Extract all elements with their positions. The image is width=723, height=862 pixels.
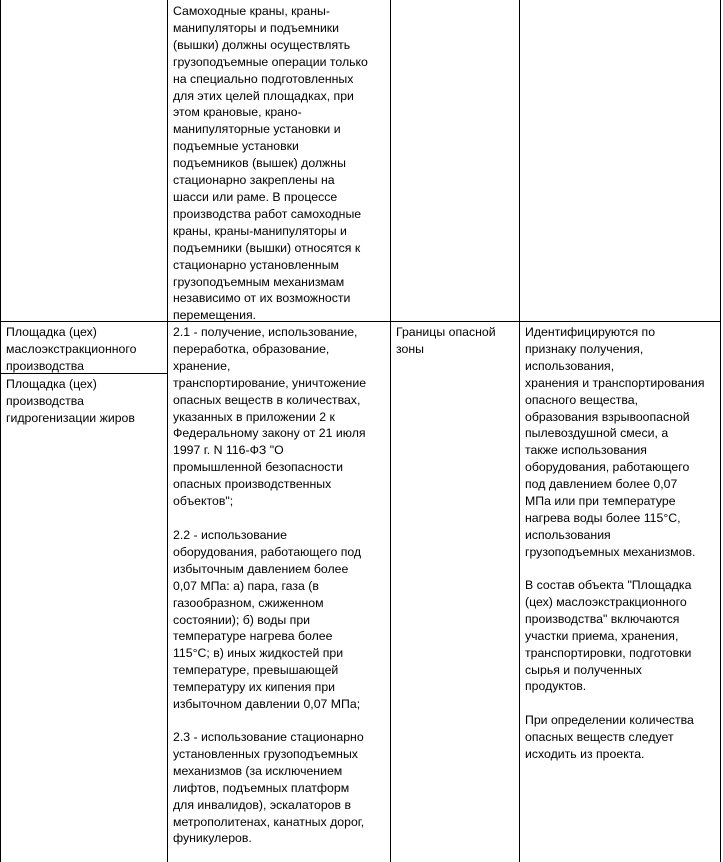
cell-criterion-2-1: 2.1 - получение, использование, переработка, образование, хранение, транспортирование, уничтожение опасных веществ в количествах, указанных в приложении 2 к Федеральному закону от 21 июля 1997 г. N 116-ФЗ "О промышленной безопасности опасных производственных объектов"; bbox=[173, 325, 367, 509]
column-border bbox=[0, 0, 1, 862]
column-border bbox=[519, 0, 520, 862]
cell-object-name-hydrogenation: Площадка (цех) производства гидрогенизации жиров bbox=[6, 377, 135, 425]
cell-object-name-oil-extraction: Площадка (цех) маслоэкстракционного производства bbox=[6, 325, 137, 373]
column-border bbox=[167, 0, 168, 862]
cell-boundaries: Границы опасной зоны bbox=[396, 325, 496, 356]
cell-note-identification: Идентифицируются по признаку получения, использования, хранения и транспортирования опасного вещества, образования взрывоопасной пылевоздушной смеси, а также использования оборудования, работающего под давлением более 0,07 МПа или при температуре нагрева воды более 115°С, использования грузоподъемных механизмов. bbox=[525, 325, 705, 559]
cell-row1-col2: Самоходные краны, краны- манипуляторы и подъемники (вышки) должны осуществлять грузоподъемные операции только на специально подготовленных для этих целей площадках, при этом крановые, крано- манипуляторные установки и подъемные установки подъемников (вышек) должны стационарно закреплены на шасси или раме. В процессе производства работ самоходные краны, краны-манипуляторы и подъемники (вышки) относятся к стационарно установленным грузоподъемным механизмам независимо от их возможности перемещения. bbox=[173, 4, 368, 323]
cell-criterion-2-2: 2.2 - использование оборудования, работающего под избыточным давлением более 0,07 МПа: а) пара, газа (в газообразном, сжиженном состоянии); б) воды при температуре нагрева более 115°С; в) иных жидкостей при температуре, превышающей температуру их кипения при избыточном давлении 0,07 МПа; bbox=[173, 528, 362, 712]
cell-note-quantity: При определении количества опасных веществ следует исходить из проекта. bbox=[525, 713, 694, 761]
cell-note-composition: В состав объекта "Площадка (цех) маслоэкстракционного производства" включаются участки приема, хранения, транспортировки, подготовки сырья и полученных продуктов. bbox=[525, 578, 692, 694]
column-border bbox=[390, 0, 391, 862]
column-border bbox=[720, 0, 721, 862]
cell-criterion-2-3: 2.3 - использование стационарно установленных грузоподъемных механизмов (за исключением лифтов, подъемных платформ для инвалидов), эскалаторов в метрополитенах, канатных дорог, фуникулеров. bbox=[173, 730, 365, 846]
